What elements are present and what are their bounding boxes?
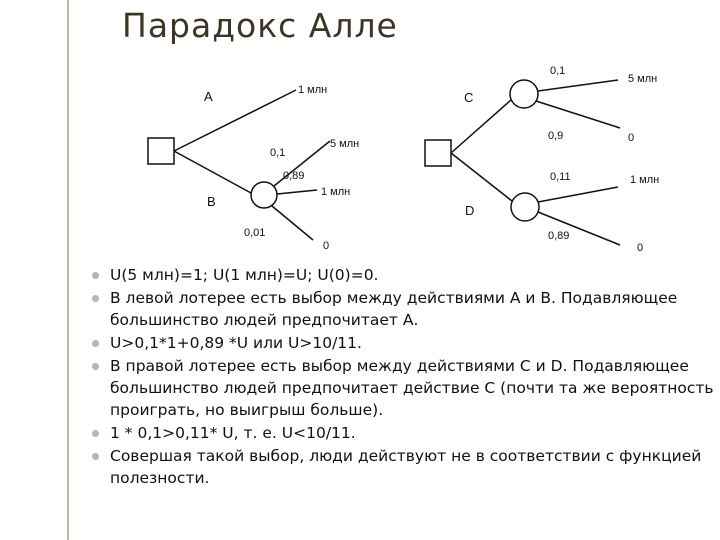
- left-decision-node: [148, 138, 174, 164]
- left-branch-a-line: [174, 90, 296, 151]
- right-payoff-c2: 0: [628, 132, 635, 144]
- bullet-item: [92, 264, 717, 286]
- decision-trees-diagram: [0, 0, 720, 260]
- left-payoff-b1: 5 млн: [330, 138, 360, 150]
- right-branch-d-line: [451, 153, 512, 201]
- right-tree-labels: [464, 65, 659, 254]
- right-branch-c-line: [451, 100, 511, 153]
- bullet-dot: [92, 340, 99, 347]
- right-prob-d1: 0,11: [550, 171, 571, 183]
- right-chance-node-c: [510, 80, 538, 108]
- left-prob-b2: 0,89: [283, 170, 305, 182]
- bullet-dot: [92, 295, 99, 302]
- right-prob-d2: 0,89: [548, 230, 570, 242]
- left-payoff-b3: 0: [323, 240, 330, 252]
- bullet-text: В левой лотерее есть выбор между действиями A и B. Подавляющее большинство людей предпочитает А.: [110, 289, 678, 329]
- left-branch-b2-line: [277, 190, 317, 194]
- left-decision-tree: [148, 90, 330, 240]
- bullet-text: 1 * 0,1>0,11* U, т. е. U<10/11.: [110, 424, 356, 442]
- left-branch-b-line: [174, 151, 251, 193]
- bullet-dot: [92, 430, 99, 437]
- bullet-dot: [92, 453, 99, 460]
- left-tree-labels: [204, 84, 359, 252]
- bullet-item: [92, 332, 717, 354]
- bullet-item: [92, 355, 717, 421]
- right-decision-node: [425, 140, 451, 166]
- bullet-dot: [92, 272, 99, 279]
- right-payoff-c1: 5 млн: [628, 73, 658, 85]
- right-prob-c2: 0,9: [548, 130, 564, 142]
- left-chance-node: [251, 182, 277, 208]
- left-branch-b3-line: [272, 206, 313, 240]
- right-payoff-d1: 1 млн: [630, 174, 660, 186]
- right-chance-node-d: [511, 193, 539, 221]
- right-branch-d-label: D: [465, 203, 475, 218]
- bullet-dot: [92, 363, 99, 370]
- bullet-item: [92, 445, 717, 489]
- bullet-list: [92, 264, 717, 490]
- page-title: Парадокс Алле: [122, 6, 398, 45]
- right-decision-tree: [425, 80, 620, 245]
- bullet-item: [92, 287, 717, 331]
- left-prob-b3: 0,01: [244, 227, 266, 239]
- left-prob-b1: 0,1: [270, 147, 286, 159]
- right-branch-c1-line: [538, 80, 618, 91]
- right-payoff-d2: 0: [637, 242, 644, 254]
- bullet-text: В правой лотерее есть выбор между действиями C и D. Подавляющее большинство людей предпочитает действие C (почти та же вероятность проиграть, но выигрыш больше).: [110, 357, 714, 419]
- right-branch-c2-line: [536, 101, 620, 128]
- left-branch-a-label: A: [204, 89, 213, 104]
- right-branch-d1-line: [538, 187, 618, 202]
- left-payoff-a: 1 млн: [298, 84, 328, 96]
- bullet-item: [92, 422, 717, 444]
- right-branch-c-label: C: [464, 90, 474, 105]
- left-branch-b-label: B: [207, 194, 216, 209]
- right-prob-c1: 0,1: [550, 65, 566, 77]
- left-payoff-b2: 1 млн: [321, 186, 351, 198]
- bullet-text: U>0,1*1+0,89 *U или U>10/11.: [110, 334, 362, 352]
- bullet-text: U(5 млн)=1; U(1 млн)=U; U(0)=0.: [110, 266, 379, 284]
- bullet-text: Совершая такой выбор, люди действуют не в соответствии с функцией полезности.: [110, 447, 702, 487]
